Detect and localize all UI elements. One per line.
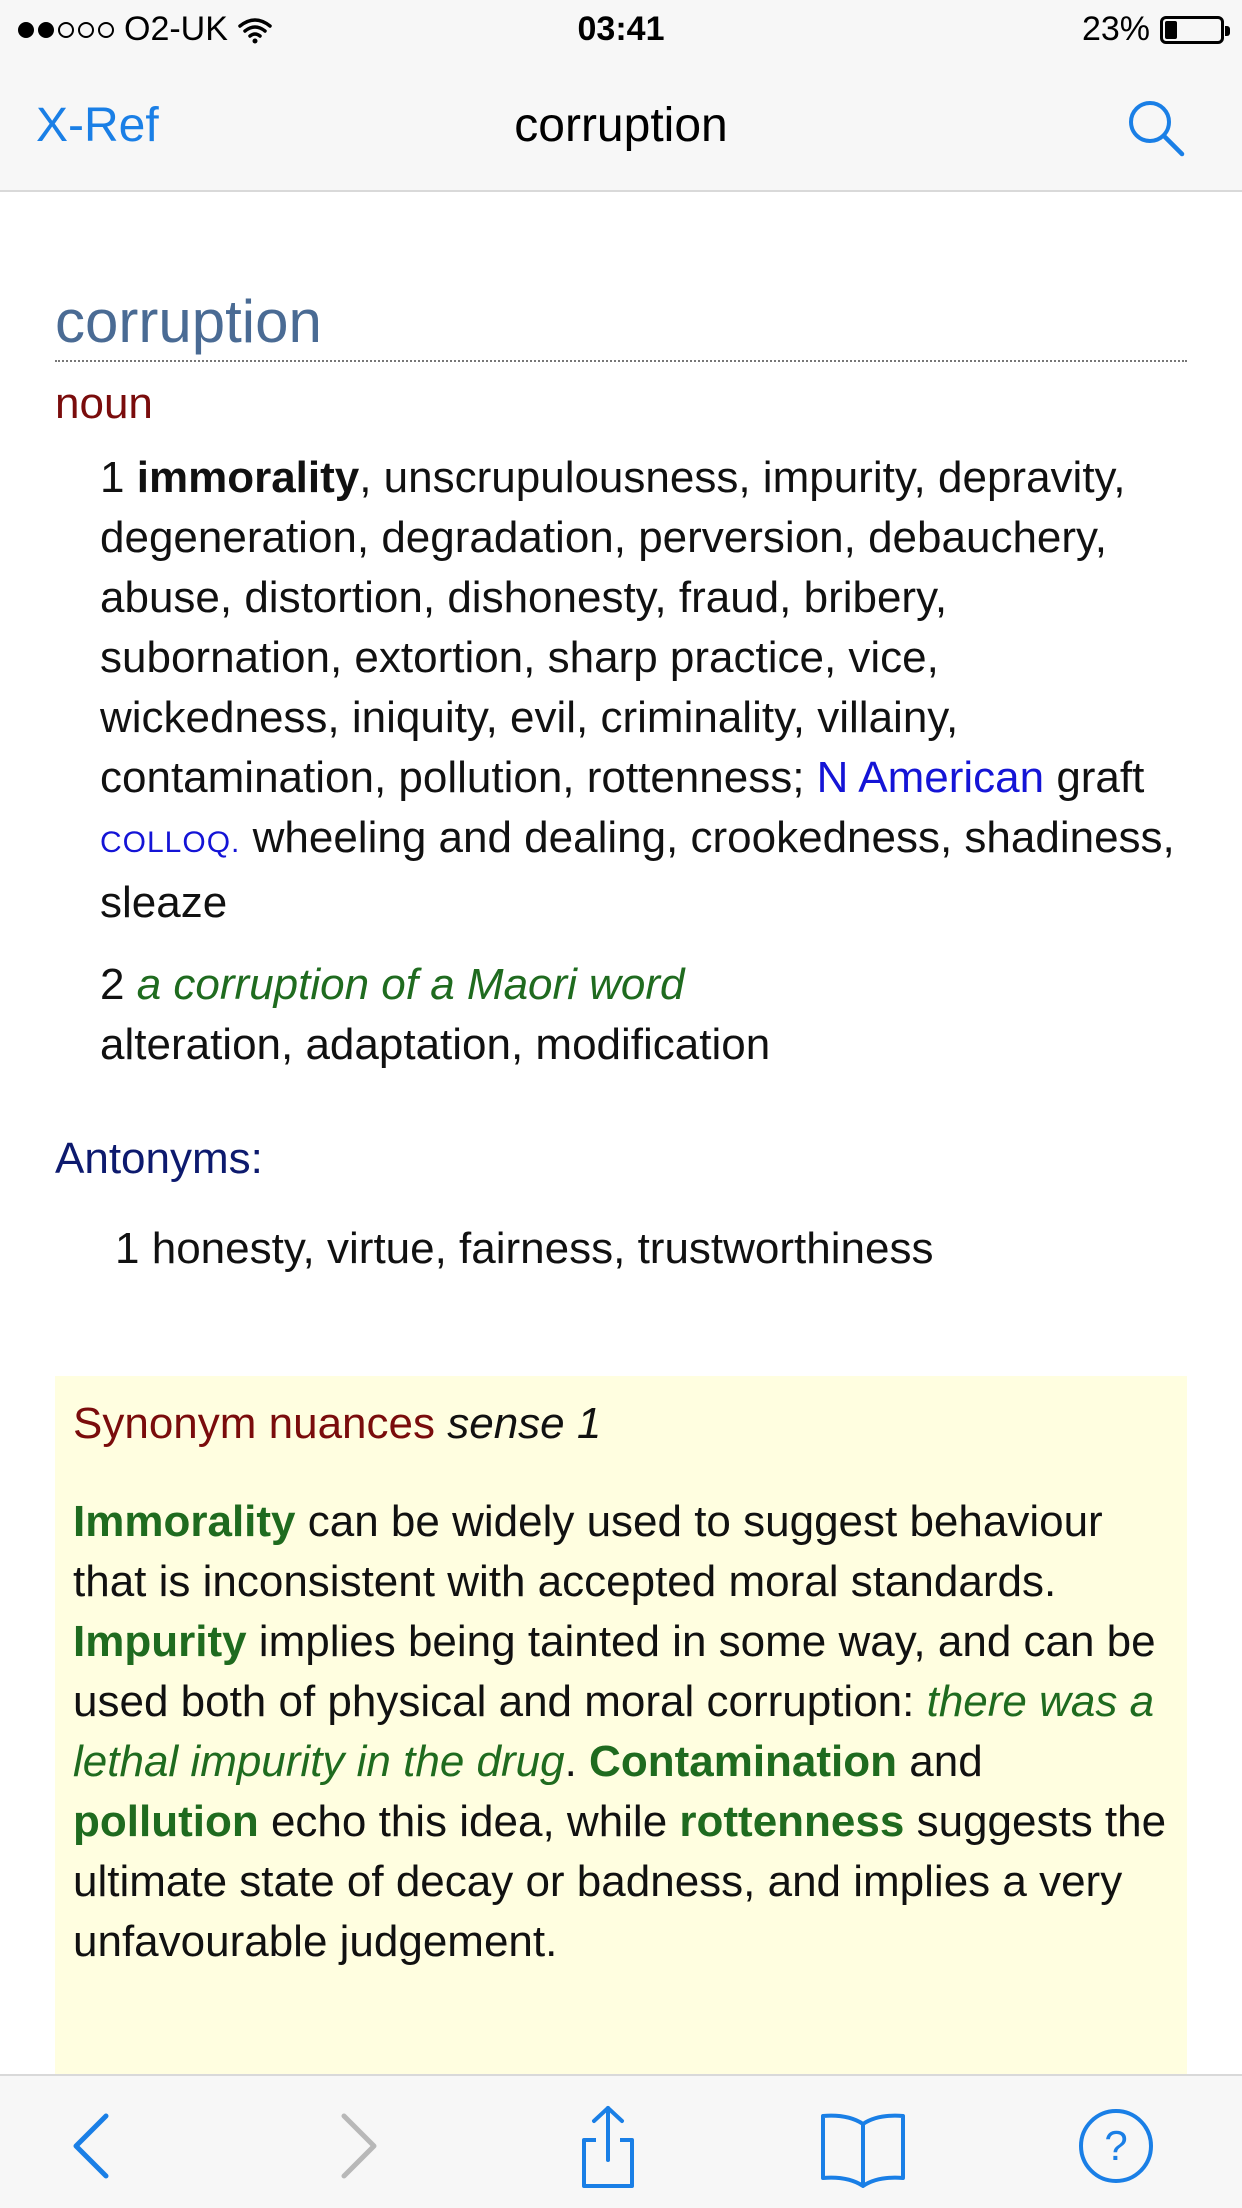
nuances-heading (73, 1396, 1169, 1452)
nuances-text (73, 1492, 1169, 1972)
nav-title: corruption (514, 99, 728, 152)
synonym-list: alteration, adaptation, modification (100, 1020, 771, 1069)
headword: corruption (55, 286, 1187, 362)
nuance-text-part: suggests the ultimate state of decay or badness, and implies a very unfavourable judgement. (73, 1797, 1167, 1966)
synonym-list: , unscrupulousness, impurity, depravity, degeneration, degradation, perversion, debauchery, abuse, distortion, dishonesty, fraud, bribery, subornation, extortion, sharp practice, vice, wickedness, iniquity, evil, criminality, villainy, contamination, pollution, rottenness; (100, 453, 1126, 802)
share-icon[interactable] (566, 2104, 650, 2188)
nuance-text-part: and (897, 1737, 983, 1786)
nuances-title: Synonym nuances (73, 1399, 435, 1448)
sense-number: 1 (100, 453, 125, 502)
nuance-text-part: implies being tainted in some way, and can be used both of physical and moral corruption: (73, 1617, 1156, 1726)
antonym-number: 1 (115, 1224, 140, 1273)
nuances-sense-label: sense 1 (447, 1399, 602, 1448)
synonym-nuances-box (55, 1376, 1187, 2076)
svg-text:?: ? (1104, 2122, 1128, 2169)
sense-2 (100, 955, 1187, 1075)
region-label: N American (816, 753, 1045, 802)
navigation-bar (0, 62, 1242, 192)
battery-percent: 23% (1081, 10, 1150, 48)
nuance-word: pollution (73, 1797, 259, 1846)
nuance-word: Immorality (73, 1497, 296, 1546)
sense-number: 2 (100, 960, 125, 1009)
antonym-words: honesty, virtue, fairness, trustworthiness (151, 1224, 934, 1273)
antonyms-heading: Antonyms: (55, 1134, 263, 1183)
nuance-text-part: can be widely used to suggest behaviour that is inconsistent with accepted moral standards. (73, 1497, 1103, 1606)
region-word: graft (1056, 753, 1145, 802)
nuance-word: rottenness (679, 1797, 905, 1846)
help-icon[interactable] (1074, 2104, 1158, 2188)
sense-lead-word[interactable]: immorality (136, 453, 360, 502)
search-icon[interactable] (1124, 96, 1188, 160)
nuance-example: there was a lethal impurity in the drug (73, 1677, 1155, 1786)
carrier-name: O2-UK (124, 10, 228, 48)
nuance-word: Contamination (589, 1737, 898, 1786)
register-label: COLLOQ. (100, 826, 241, 859)
bottom-toolbar (0, 2074, 1242, 2208)
nuance-text-part: echo this idea, while (258, 1797, 680, 1846)
colloquial-synonyms: wheeling and dealing, crookedness, shadiness, sleaze (100, 813, 1175, 927)
sense-example: a corruption of a Maori word (136, 960, 685, 1009)
entry-content (55, 192, 1187, 1277)
status-right (1082, 10, 1224, 49)
xref-back-button[interactable]: X-Ref (36, 99, 159, 152)
back-arrow-icon[interactable] (54, 2104, 138, 2188)
nuance-text-part: . (564, 1737, 590, 1786)
status-bar (0, 0, 1242, 62)
status-time: 03:41 (577, 10, 665, 48)
forward-arrow-icon[interactable] (312, 2104, 396, 2188)
antonyms-list (115, 1221, 1187, 1277)
bookmarks-icon[interactable] (818, 2104, 908, 2188)
part-of-speech: noun (55, 379, 153, 428)
battery-icon (1160, 16, 1224, 44)
nuance-word: Impurity (73, 1617, 247, 1666)
battery-fill (1165, 21, 1177, 39)
sense-1 (100, 448, 1187, 933)
